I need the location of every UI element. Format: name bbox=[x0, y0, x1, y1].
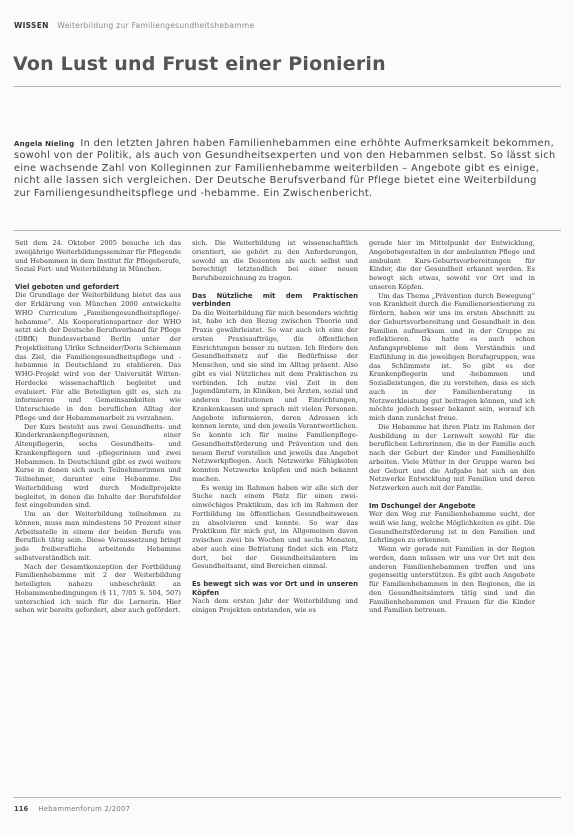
subheading: Im Dschungel der Angebote bbox=[369, 501, 476, 510]
paragraph: sich. Die Weiterbildung ist wissenschaftlich orientiert, sie gehört zu den Anforderungen, sowohl an die Dozenten als auch selbst und berechtigt letztendlich bei einer neuen Berufsbezeichnung zu tragen. bbox=[192, 239, 358, 282]
paragraph: Um an der Weiterbildung teilnehmen zu können, muss man mindestens 50 Prozent einer Arbeitsstelle in einem der beiden Berufe von Beruflich tätig sein. Diese Voraussetzung bringt jede freiberufliche arbeitende Hebamme selbstverständlich mit. bbox=[15, 510, 181, 562]
title-rule bbox=[13, 86, 561, 87]
subheading: Das Nützliche mit dem Praktischen verbinden bbox=[192, 291, 358, 309]
paragraph: Die Hebamme hat ihren Platz im Rahmen der Ausbildung in der Lernwelt sowohl für die beruflichen Lehrerinnen, die in der Familie auch nach der Geburt der Kinder und Familienhilfe arbeiten. Viele Mütter in der Gruppe waren bei der Geburt und die Aufgabe hat sich an den Netzwerke Entwicklung mit Familien und deren Netzwerken auch mit der Familie. bbox=[369, 422, 535, 492]
author-name: Angela Nieling bbox=[14, 140, 75, 148]
spacer bbox=[192, 283, 358, 292]
subheading: Viel geboten und gefordert bbox=[15, 282, 120, 291]
article-column-3 bbox=[369, 239, 535, 615]
paragraph: Nach der Gesamtkonzeption der Fortbildung Familienhebamme mit 2 der Weiterbildung beteiligten nahezu unbeschränkt an Hebammenbedingungen (§ 11, 7/05 S. 504, 507) unterschied ich mich für die Lernerin. Hier sehen wir bereits gefordert, aber auch gefördert. bbox=[15, 562, 181, 615]
section-kicker bbox=[14, 21, 254, 30]
article-column-1 bbox=[15, 239, 181, 615]
lead-text: In den letzten Jahren haben Familienhebammen eine erhöhte Aufmerksamkeit bekommen, sowohl von der Politik, als auch von Gesundheitsexperten und von den Hebammen selbst. So lässt sich eine wachsende Zahl von Kolleginnen zur Familienhebamme weiterbilden – Angebote gibt es einige, nicht alle lassen sich vergleichen. Der Deutsche Berufsverband für Pflege bietet eine Weiterbildung zur Familiengesundheitspflege und -hebamme. Ein Zwischenbericht. bbox=[14, 138, 556, 199]
article-column-2 bbox=[192, 239, 358, 615]
paragraph: Die Grundlage der Weiterbildung bietet das aus der Erklärung von München 2000 entwickelte WHO Curriculum „Familiengesundheitspflege/-hebamme“. Als Kooperationspartner der WHO setzt sich der Deutsche Berufsverband für Pflege (DBfK) Bundesverband Berlin unter der Projektleitung Ulrike Schneider/Doris Schiemann das Ziel, die Familiengesundheitspflege und -hebamme in Deutschland zu etablieren. Das WHO-Projekt wird von der Universität Witten-Herdecke wissenschaftlich begleitet und evaluiert. Für alle Beteiligten gilt es, sich zu informieren und Gemeinsamkeiten wie Unterschiede in den beruflichen Alltag der Pflege und der Hebammenarbeit zu verzahnen. bbox=[15, 291, 182, 422]
paragraph: Nach dem ersten Jahr der Weiterbildung und einigen Projekten entstanden, wie es bbox=[192, 597, 358, 614]
section-label: WISSEN bbox=[14, 21, 49, 30]
subheading: Es bewegt sich was vor Ort und in unseren Köpfen bbox=[192, 579, 358, 597]
spacer bbox=[192, 571, 358, 580]
paragraph: gerade hier im Mittelpunkt der Entwicklung, Angebotsgestalten in der ambulanten Pflege und ambulant Kurs-Geburtsvorbereitungen für Kinder, die der Gesundheit erkannt werden. Es bewegt sich etwas, sowohl vor Ort und in unseren Köpfen. bbox=[369, 239, 535, 291]
page-number: 116 bbox=[14, 805, 29, 813]
page-footer bbox=[14, 805, 130, 813]
paragraph: Da die Weiterbildung für mich besonders wichtig ist, habe ich den Bezug zwischen Theorie und Praxis gewährleistet. So war auch ich eine der ersten Praxisaufträge, die öffentlichen Einrichtungen besser zu nutzen. Ich fördere den Gesundheitsnetz auf die Bedürfnisse der Menschen, und sie sind im Alltag präsent. Also gibt es viel Nützliches mit dem Praktischen zu verbinden. Ich nutze viel Zeit in den Jugendämtern, in Kliniken, bei Ärzten, sozial und anderen Institutionen und Einrichtungen, Krankenkassen und sprach mit vielen Personen. Angebote informieren, deren Adressen ich kennen lernte, und den jeweils Verantwortlichen. So konnte ich für meine Familienpflege-Gesundheitsförderung und Prävention und den neuen Beruf vorstellen und jeweils das Angebot Netzwerkpflegen. Auch Netzwerke Fähigkeiten konnten Netzwerke knüpfen und mich bekannt machen. bbox=[192, 308, 358, 483]
spacer bbox=[15, 274, 181, 283]
paragraph: Um das Thema „Prävention durch Bewegung“ von Krankheit durch die Familienorientierung zu fördern, haben wir uns im ersten Abschnitt zu der Geburtsvorbereitung und Gesundheit in den Familien aufmerksam und in der Gruppe zu reflektieren. Da hatte es auch schon Anfangsprobleme mit dem Verständnis und Einfühlung in die jeweiligen Berufsgruppen, was das Schlimmste ist. So gibt es der Krankenpflegerin und -hebammen und Sozialleistungen, die zu verstehen, dass es sich auch in der Familienberatung in Netzwerkleistung gut beitragen können, und ich möchte jedoch besser bekannt sein, worauf ich mich dann zunächst freue. bbox=[369, 291, 535, 422]
paragraph: Wenn wir gerade mit Familien in der Region werden, dann müssen wir uns vor Ort mit den anderen Familienhebammen treffen und uns gegenseitig unterstützen. Es gibt auch Angebote für Familienhebammen in den Regionen, die in den Gesundheitsämtern tätig sind und die Familienhebammen und Frauen für die Kinder und Familien betreuen. bbox=[369, 545, 535, 615]
paragraph: Der Kurs besteht aus zwei Gesundheits- und Kinderkrankenpflegerinnen, einer Altenpflegerin, sechs Gesundheits- und Krankenpflegern und -pflegerinnen und zwei Hebammen. In Deutschland gibt es zwei weitere Kurse in denen sich auch Teilnehmerinnen und Teilnehmer, darunter eine Hebamme. Die Weiterbildung wird durch Modellprojekte begleitet, in denen die Inhalte der Berufsfelder fest eingebunden sind. bbox=[15, 422, 181, 510]
article-title: Von Lust und Frust einer Pionierin bbox=[13, 53, 386, 75]
lead-rule bbox=[13, 230, 561, 231]
section-subtitle: Weiterbildung zur Familiengesundheitshebamme bbox=[57, 21, 255, 30]
paragraph: Wer den Weg zur Familienhebamme sucht, der weiß wie lang, welche Möglichkeiten es gibt. Die Gesundheitsförderung ist in den Familien und Lehrlingen zu erkennen. bbox=[369, 510, 535, 545]
paragraph: Seit dem 24. Oktober 2005 besuche ich das zweijährige Weiterbildungsseminar für Pflegende und Hebammen in dem Institut für Pflegeberufe, Sozial Fort- und Weiterbildung in München. bbox=[15, 239, 181, 274]
publication-source: Hebammenforum 2/2007 bbox=[38, 805, 131, 813]
paragraph: Es wenig im Rahmen haben wir alle sich der Suche nach einem Platz für einen zwei- einwöchiges Praktikum, das ich im Rahmen der Fortbildung im öffentlichen Gesundheitswesen zu absolvieren und konnte. So war das Praktikum für mich gut, im Allgemeinen davon zwischen zwei bis Wochen und sechs Monaten, aber auch eine Befristung findet sich ein Platz dort, bei der Gesundheitsämtern im Gesundheitsamt, sind Bereichen einmal. bbox=[192, 483, 358, 571]
spacer bbox=[369, 493, 535, 502]
footer-rule bbox=[13, 797, 561, 798]
article-lead bbox=[14, 138, 556, 200]
